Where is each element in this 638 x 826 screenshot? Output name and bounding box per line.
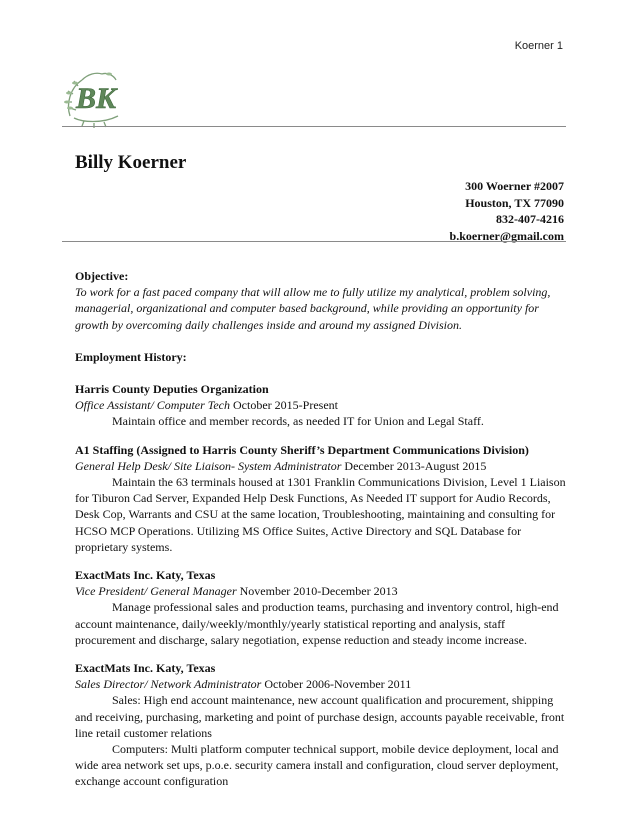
employment-heading: Employment History: <box>75 349 187 364</box>
job-role <box>75 583 567 599</box>
objective-text: To work for a fast paced company that will allow me to fully utilize my analytical, problem solving, managerial, organizational and computer based background, while providing an opportunity for growth by overcoming daily challenges inside and around my assigned Division. <box>75 285 551 332</box>
candidate-name: Billy Koerner <box>75 152 187 173</box>
header-divider <box>62 126 566 127</box>
contact-street: 300 Woerner #2007 <box>465 179 564 193</box>
job-company: Harris County Deputies Organization <box>75 382 269 397</box>
job-description: Computers: Multi platform computer technical support, mobile device deployment, local and wide area network set ups, p.o.e. security camera install and configuration, cloud server deployment, exchange account configuration <box>75 742 559 789</box>
objective-heading: Objective: <box>75 269 129 283</box>
job-entry <box>75 660 567 790</box>
contact-email: b.koerner@gmail.com <box>449 228 564 243</box>
monogram-logo <box>62 66 132 128</box>
resume-content <box>75 268 567 790</box>
job-title: Office Assistant/ Computer Tech <box>75 398 231 413</box>
contact-divider <box>62 241 566 242</box>
job-dates: November 2010-December 2013 <box>236 584 398 599</box>
job-title: Sales Director/ Network Administrator <box>75 677 262 692</box>
job-role <box>75 676 567 692</box>
contact-block <box>450 178 564 244</box>
job-dates: December 2013-August 2015 <box>341 458 487 473</box>
logo-monogram-text: BK <box>75 82 117 115</box>
job-title: Vice President/ General Manager <box>75 584 237 599</box>
job-dates: October 2006-November 2011 <box>261 677 412 692</box>
job-description: Maintain office and member records, as needed IT for Union and Legal Staff. <box>112 414 484 429</box>
job-role <box>75 458 567 474</box>
job-company: A1 Staffing (Assigned to Harris County Sheriff’s Department Communications Division) <box>75 442 529 457</box>
page-number: Koerner 1 <box>514 40 563 52</box>
contact-phone: 832-407-4216 <box>496 212 564 226</box>
job-entry <box>75 567 567 648</box>
job-description: Maintain the 63 terminals housed at 1301 Franklin Communications Division, Level 1 Liaison for Tiburon Cad Server, Expanded Help Desk Functions, As Needed IT support for Audio Records, Desk Cop, Warrants and CSU at the same location, Troubleshooting, maintaining and consulting for HCSO MCP Operations. Utilizing MS Office Suites, Active Directory and SQL Database for proprietary systems. <box>75 475 566 554</box>
job-dates: October 2015-Present <box>230 398 338 413</box>
job-company: ExactMats Inc. Katy, Texas <box>75 661 216 676</box>
job-title: General Help Desk/ Site Liaison- System Administrator <box>75 458 342 473</box>
contact-city: Houston, TX 77090 <box>465 195 564 210</box>
job-description: Manage professional sales and production teams, purchasing and inventory control, high-end account maintenance, daily/weekly/monthly/yearly statistical reporting and analysis, staff procurement and discharge, salary negotiation, expense reduction and steady income increase. <box>75 600 559 647</box>
job-entry <box>75 442 567 555</box>
job-company: ExactMats Inc. Katy, Texas <box>75 568 216 583</box>
job-role <box>75 397 567 413</box>
job-entry <box>75 381 567 430</box>
job-description: Sales: High end account maintenance, new account qualification and procurement, shipping and receiving, purchasing, marketing and point of purchase design, accounts payable receivable, front line retail customer relations <box>75 693 565 740</box>
